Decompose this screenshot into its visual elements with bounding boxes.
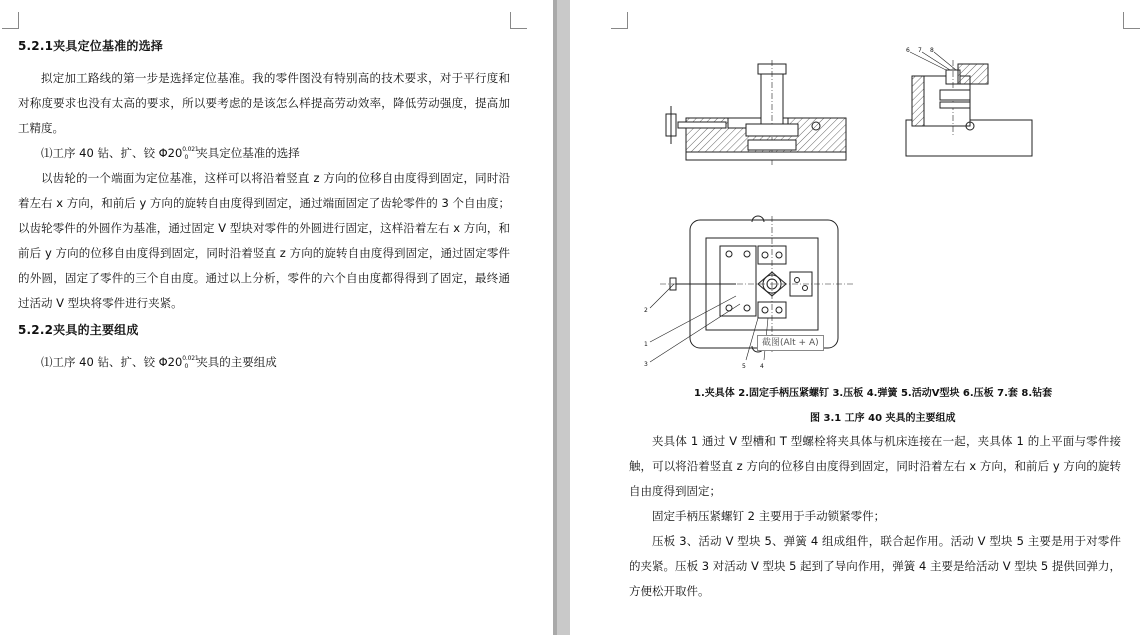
callout-1: 1 xyxy=(644,341,648,348)
tolerance-upper: 0.021 xyxy=(182,355,199,362)
item-prefix: ⑴工序 40 钻、扩、铰 Φ20 xyxy=(41,146,183,160)
list-item-process-40-locating xyxy=(41,145,300,161)
figure-legend: 1.夹具体 2.固定手柄压紧螺钉 3.压板 4.弹簧 5.活动V型块 6.压板 7.套 8.钻套 xyxy=(694,388,1053,399)
paragraph-intro: 拟定加工路线的第一步是选择定位基准。我的零件图没有特别高的技术要求，对于平行度和对称度要求也没有太高的要求，所以要考虑的是该怎么样提高劳动效率，降低劳动强度，提高加工精度。 xyxy=(18,71,510,135)
front-view xyxy=(666,60,846,165)
margin-corner-mark xyxy=(510,12,527,29)
section-heading-5-2-1: 5.2.1夹具定位基准的选择 xyxy=(18,39,163,53)
callout-3: 3 xyxy=(644,361,648,368)
callout-2: 2 xyxy=(644,307,648,314)
section-heading-5-2-2: 5.2.2夹具的主要组成 xyxy=(18,323,139,337)
list-item-process-40-composition xyxy=(41,354,277,370)
paragraph-v-block-assembly: 压板 3、活动 V 型块 5、弹簧 4 组成组件，联合起作用。活动 V 型块 5 主要是用于对零件的夹紧。压板 3 对活动 V 型块 5 起到了导向作用，弹簧 4 主要是给活动 V 型块 5 提供回弹力，方便松开取件。 xyxy=(629,534,1121,598)
margin-corner-mark xyxy=(2,12,19,29)
item-suffix: 夹具定位基准的选择 xyxy=(196,146,300,160)
tolerance-lower: 0 xyxy=(184,363,189,370)
side-view xyxy=(906,47,1032,156)
margin-corner-mark xyxy=(611,12,628,29)
right-page xyxy=(570,0,1137,635)
screenshot-tooltip: 截图(Alt + A) xyxy=(757,335,824,351)
tolerance-lower: 0 xyxy=(184,154,189,161)
paragraph-clamp-screw: 固定手柄压紧螺钉 2 主要用于手动锁紧零件； xyxy=(652,509,886,523)
item-prefix: ⑴工序 40 钻、扩、铰 Φ20 xyxy=(41,355,183,369)
callout-7: 7 xyxy=(918,47,922,54)
tolerance-upper: 0.021 xyxy=(182,146,199,153)
paragraph-locating-analysis: 以齿轮的一个端面为定位基准，这样可以将沿着竖直 z 方向的位移自由度得到固定，同时沿着左右 x 方向，和前后 y 方向的旋转自由度得到固定，通过端面固定了齿轮零件的 3 个自由度；以齿轮零件的外圆作为基准，通过固定 V 型块对零件的外圆进行固定，这样沿着左右 x 方向，和前后 y 方向的位移自由度得到固定，同时沿着竖直 z 方向的旋转自由度得到固定，通过固定零件的外圆，固定了零件的三个自由度。通过以上分析，零件的六个自由度都得得到了固定，最终通过活动 V 型块将零件进行夹紧。 xyxy=(18,171,510,310)
page-gutter xyxy=(553,0,570,635)
callout-6: 6 xyxy=(906,47,910,54)
margin-corner-mark xyxy=(1123,12,1140,29)
callout-5: 5 xyxy=(742,363,746,370)
callout-8: 8 xyxy=(930,47,934,54)
figure-caption: 图 3.1 工序 40 夹具的主要组成 xyxy=(810,413,956,424)
paragraph-fixture-body: 夹具体 1 通过 V 型槽和 T 型螺栓将夹具体与机床连接在一起，夹具体 1 的上平面与零件接触，可以将沿着竖直 z 方向的位移自由度得到固定，同时沿着左右 x 方向，和前后 y 方向的旋转自由度得到固定； xyxy=(629,434,1121,498)
fixture-assembly-drawing xyxy=(640,40,1060,370)
left-page xyxy=(0,0,553,635)
callout-4: 4 xyxy=(760,363,764,370)
item-suffix: 夹具的主要组成 xyxy=(196,355,277,369)
